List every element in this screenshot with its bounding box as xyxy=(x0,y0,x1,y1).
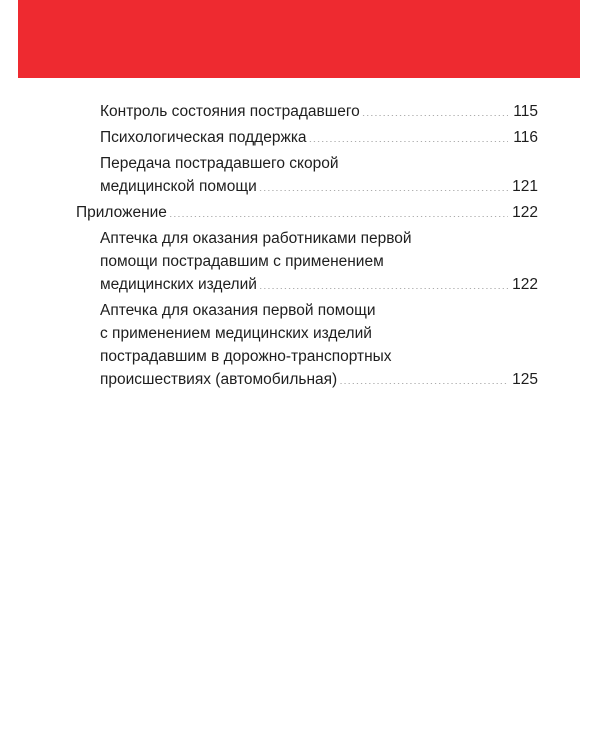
dot-leader xyxy=(259,274,508,290)
toc-entry-title-line: медицинской помощи xyxy=(100,178,257,195)
toc-entry-title-line: пострадавшим в дорожно-транспортных xyxy=(100,348,392,365)
toc-entry-last-line xyxy=(100,126,538,149)
table-of-contents xyxy=(76,100,538,394)
toc-page-number: 122 xyxy=(512,276,538,293)
toc-page-number: 115 xyxy=(513,103,538,120)
toc-page-number: 122 xyxy=(512,204,538,221)
header-color-band xyxy=(18,0,580,78)
toc-entry-last-line xyxy=(100,273,538,296)
toc-entry-title-line: помощи пострадавшим с применением xyxy=(100,253,384,270)
toc-entry-title-line: медицинских изделий xyxy=(100,276,257,293)
dot-leader xyxy=(259,176,508,192)
dot-leader xyxy=(309,127,508,143)
toc-entry-last-line xyxy=(100,368,538,391)
toc-entry[interactable] xyxy=(100,126,538,149)
toc-page-number: 116 xyxy=(513,129,538,146)
toc-entry-title-line: Приложение xyxy=(76,204,167,221)
toc-entry-section[interactable] xyxy=(76,201,538,224)
toc-entry-last-line xyxy=(100,175,538,198)
toc-entry-last-line xyxy=(76,201,538,224)
toc-entry-title-line: Аптечка для оказания первой помощи xyxy=(100,302,376,319)
dot-leader xyxy=(339,369,508,385)
toc-page-number: 125 xyxy=(512,371,538,388)
toc-entry-last-line xyxy=(100,100,538,123)
toc-entry-title-line: Психологическая поддержка xyxy=(100,129,307,146)
toc-entry-title-line: Передача пострадавшего скорой xyxy=(100,155,339,172)
toc-entry[interactable] xyxy=(100,100,538,123)
toc-entry-title-line: Аптечка для оказания работниками первой xyxy=(100,230,412,247)
toc-entry-title-line: Контроль состояния пострадавшего xyxy=(100,103,360,120)
dot-leader xyxy=(362,101,508,117)
toc-entry[interactable] xyxy=(100,227,538,296)
toc-entry[interactable] xyxy=(100,299,538,391)
dot-leader xyxy=(169,202,508,218)
toc-entry-title-line: с применением медицинских изделий xyxy=(100,325,372,342)
toc-page-number: 121 xyxy=(512,178,538,195)
toc-entry[interactable] xyxy=(100,152,538,198)
toc-entry-title-line: происшествиях (автомобильная) xyxy=(100,371,338,388)
